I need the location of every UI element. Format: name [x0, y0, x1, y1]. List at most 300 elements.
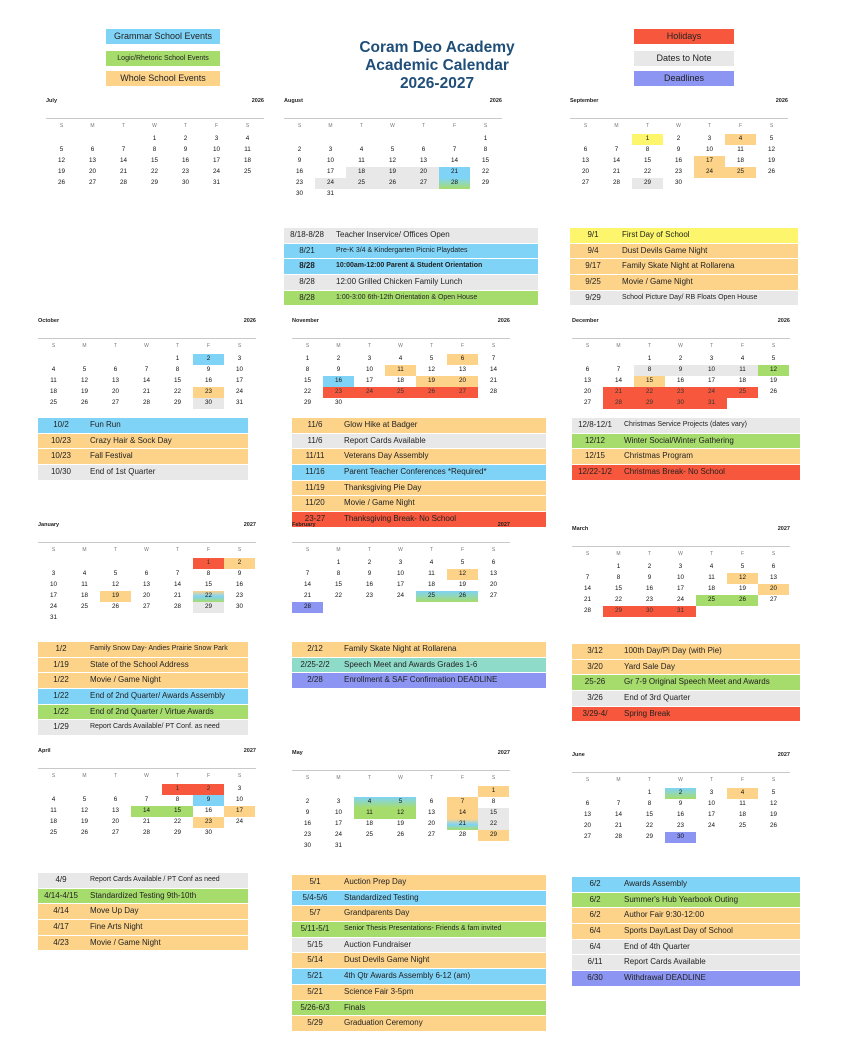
day-cell: 14 — [450, 157, 458, 164]
event-list — [572, 418, 800, 481]
month-year: 2026 — [251, 98, 264, 104]
event-text: Graduation Ceremony — [344, 1018, 423, 1028]
weekday-label: F — [740, 343, 745, 349]
day-cell: 7 — [144, 796, 149, 803]
weekday-label: T — [429, 775, 434, 781]
day-cell: 12 — [80, 807, 88, 814]
day-cell: 18 — [365, 820, 373, 827]
day-cell: 30 — [665, 832, 696, 843]
day-cell: 2 — [647, 563, 652, 570]
month-divider — [292, 770, 510, 771]
day-cell: 11 — [50, 807, 57, 814]
day-cell: 9 — [237, 570, 242, 577]
day-cell: 22 — [643, 168, 651, 175]
day-cell: 23 — [193, 817, 224, 828]
day-cell: 1 — [193, 558, 224, 569]
event-date: 4/23 — [53, 937, 69, 947]
day-cell: 19 — [57, 168, 65, 175]
event-row — [284, 244, 538, 260]
day-cell: 18 — [80, 592, 88, 599]
day-cell: 1 — [647, 355, 652, 362]
day-cell: 3 — [214, 135, 219, 142]
event-date: 1/22 — [53, 691, 69, 701]
event-text: Report Cards Available — [344, 435, 426, 445]
day-cell: 17 — [676, 585, 684, 592]
day-cell: 1 — [632, 134, 663, 145]
day-cell: 2 — [224, 558, 255, 569]
event-text: Teacher Inservice/ Offices Open — [336, 230, 450, 239]
event-text: Standardized Testing 9th-10th — [90, 890, 197, 900]
event-text: Summer's Hub Yearbook Outing — [624, 894, 739, 904]
event-text: Dust Devils Game Night — [344, 955, 430, 965]
event-list — [292, 875, 546, 1032]
month-name: August — [284, 98, 303, 104]
day-cell: 17 — [49, 592, 57, 599]
weekday-label: W — [390, 123, 395, 129]
day-cell: 5 — [769, 135, 774, 142]
day-cell: 26 — [767, 168, 775, 175]
day-cell: 24 — [696, 387, 727, 398]
day-cell: 18 — [736, 157, 744, 164]
event-text: Parent Teacher Conferences *Required* — [344, 467, 487, 477]
day-cell: 25 — [49, 829, 57, 836]
title-years: 2026-2027 — [399, 75, 475, 92]
month-divider — [38, 768, 256, 769]
day-cell: 29 — [603, 606, 634, 617]
event-date: 5/21 — [307, 971, 323, 981]
day-cell: 13 — [583, 811, 591, 818]
day-cell: 11 — [358, 157, 365, 164]
calendar-title — [300, 39, 574, 93]
weekday-label: S — [585, 777, 590, 783]
event-row — [572, 644, 800, 660]
day-cell: 12 — [388, 157, 396, 164]
day-cell: 29 — [645, 833, 653, 840]
weekday-label: F — [738, 123, 743, 129]
day-cell: 19 — [80, 818, 88, 825]
event-text: Report Cards Available / PT Conf as need — [90, 876, 220, 883]
event-date: 10/23 — [50, 435, 72, 445]
day-cell: 22 — [173, 818, 181, 825]
day-cell: 7 — [452, 146, 457, 153]
day-cell: 24 — [694, 167, 725, 178]
month-august — [284, 98, 502, 318]
day-cell: 9 — [183, 146, 188, 153]
title-school: Coram Deo Academy — [359, 39, 515, 56]
day-cell: 16 — [323, 376, 354, 387]
event-date: 5/4-5/6 — [302, 892, 328, 902]
event-text: Author Fair 9:30-12:00 — [624, 910, 705, 920]
legend-holidays: Holidays — [634, 29, 734, 44]
weekday-label: S — [245, 123, 250, 129]
weekday-label: T — [359, 123, 364, 129]
event-text: Movie / Game Night — [90, 675, 161, 685]
day-cell: 18 — [738, 377, 746, 384]
day-cell: 2 — [676, 135, 681, 142]
day-cell: 18 — [346, 167, 377, 178]
weekday-label: W — [398, 547, 403, 553]
weekday-label: S — [483, 123, 488, 129]
month-divider — [292, 542, 510, 543]
day-cell: 20 — [408, 167, 439, 178]
month-year: 2026 — [489, 98, 502, 104]
weekday-header — [284, 123, 502, 131]
day-cell: 1 — [478, 786, 509, 797]
day-cell: 14 — [173, 581, 181, 588]
day-cell: 3 — [336, 798, 341, 805]
day-cell: 1 — [162, 784, 193, 795]
day-cell: 4 — [51, 796, 56, 803]
day-cell: 27 — [88, 179, 96, 186]
month-year: 2026 — [243, 318, 256, 324]
legend-whole-school: Whole School Events — [106, 71, 220, 86]
day-cell: 8 — [305, 366, 310, 373]
month-name: March — [572, 526, 589, 532]
day-cell: 10 — [696, 365, 727, 376]
day-cell: 15 — [162, 806, 193, 817]
day-cell: 27 — [427, 831, 435, 838]
event-text: End of 2nd Quarter / Virtue Awards — [90, 706, 214, 716]
day-cell: 31 — [49, 614, 57, 621]
event-date: 6/30 — [587, 973, 603, 983]
day-cell: 27 — [111, 399, 119, 406]
event-text: Spring Break — [624, 708, 671, 718]
day-cell: 23 — [303, 831, 311, 838]
day-cell: 12 — [727, 573, 758, 584]
day-cell: 20 — [758, 584, 789, 595]
day-cell: 13 — [111, 377, 119, 384]
month-divider — [570, 118, 788, 119]
event-row — [292, 1016, 546, 1032]
weekday-label: S — [769, 123, 774, 129]
day-cell: 29 — [634, 398, 665, 409]
weekday-header — [292, 775, 510, 783]
event-row — [292, 642, 546, 658]
event-date: 12/15 — [584, 451, 606, 461]
month-year: 2027 — [497, 750, 510, 756]
event-row — [38, 920, 248, 936]
day-cell: 15 — [643, 157, 651, 164]
day-cell: 18 — [49, 818, 57, 825]
day-cell: 8 — [634, 365, 665, 376]
day-cell: 13 — [583, 377, 591, 384]
event-row — [38, 642, 248, 658]
event-text: Family Skate Night at Rollarena — [344, 644, 457, 653]
day-cell: 10 — [49, 581, 57, 588]
weekday-label: T — [645, 123, 650, 129]
day-cell: 12 — [80, 377, 88, 384]
day-cell: 31 — [235, 399, 243, 406]
day-cell: 13 — [419, 157, 427, 164]
day-cell: 15 — [645, 811, 653, 818]
day-cell: 20 — [88, 168, 96, 175]
day-cell: 30 — [204, 829, 212, 836]
day-cell: 21 — [303, 592, 311, 599]
event-row — [292, 418, 546, 434]
day-cell: 10 — [365, 366, 373, 373]
event-text: Crazy Hair & Sock Day — [90, 435, 172, 445]
day-cell: 9 — [665, 365, 696, 376]
day-cell: 20 — [583, 822, 591, 829]
day-cell: 2 — [183, 135, 188, 142]
event-row — [38, 873, 248, 889]
event-row — [292, 465, 546, 481]
day-cell: 30 — [303, 842, 311, 849]
event-row — [38, 904, 248, 920]
event-date: 6/2 — [589, 894, 601, 904]
day-cell: 19 — [416, 376, 447, 387]
day-cell: 26 — [377, 178, 408, 189]
weekday-label: S — [59, 123, 64, 129]
event-list — [38, 642, 248, 736]
day-cell: 13 — [111, 807, 119, 814]
day-cell: 3 — [709, 789, 714, 796]
day-cell: 4 — [82, 570, 87, 577]
event-date: 9/17 — [585, 261, 601, 271]
event-row — [292, 922, 546, 938]
day-cell: 17 — [334, 820, 342, 827]
day-cell: 16 — [676, 811, 684, 818]
event-date: 11/6 — [307, 435, 323, 445]
month-year: 2026 — [497, 318, 510, 324]
day-cell: 5 — [771, 355, 776, 362]
weekday-label: F — [460, 547, 465, 553]
day-cell: 8 — [175, 366, 180, 373]
event-row — [572, 877, 800, 893]
day-cell: 8 — [206, 570, 211, 577]
event-list — [572, 644, 800, 722]
event-row — [292, 953, 546, 969]
day-cell: 12 — [758, 365, 789, 376]
day-cell: 6 — [447, 354, 478, 365]
event-text: Speech Meet and Awards Grades 1-6 — [344, 659, 478, 669]
event-text: End of 3rd Quarter — [624, 693, 691, 703]
month-march — [572, 526, 790, 746]
day-cell: 28 — [142, 829, 150, 836]
event-row — [570, 244, 798, 260]
event-text: 10:00am-12:00 Parent & Student Orientation — [336, 262, 483, 270]
month-year: 2026 — [777, 318, 790, 324]
event-text: Report Cards Available — [624, 957, 706, 967]
day-cell: 21 — [612, 168, 620, 175]
day-cell: 6 — [113, 796, 118, 803]
event-date: 8/28 — [299, 277, 315, 287]
day-cell: 29 — [173, 829, 181, 836]
event-date: 11/11 — [305, 451, 325, 461]
day-cell: 26 — [447, 591, 478, 602]
day-cell: 27 — [447, 387, 478, 398]
weekday-label: W — [676, 123, 681, 129]
day-cell: 25 — [385, 387, 416, 398]
day-cell: 19 — [769, 377, 777, 384]
day-cell: 3 — [237, 785, 242, 792]
day-cell: 25 — [738, 822, 746, 829]
day-cell: 18 — [49, 388, 57, 395]
day-cell: 5 — [113, 570, 118, 577]
day-cell: 19 — [767, 157, 775, 164]
day-cell: 20 — [581, 168, 589, 175]
day-cell: 22 — [478, 819, 509, 830]
weekday-label: F — [206, 343, 211, 349]
event-row — [570, 228, 798, 244]
event-row — [38, 705, 248, 721]
weekday-label: S — [585, 551, 590, 557]
event-list — [284, 228, 538, 306]
event-date: 10/30 — [50, 467, 72, 477]
day-cell: 23 — [665, 387, 696, 398]
weekday-label: T — [175, 773, 180, 779]
day-cell: 13 — [427, 809, 435, 816]
day-cell: 19 — [377, 167, 408, 178]
event-date: 1/29 — [53, 722, 69, 732]
day-cell: 21 — [173, 592, 181, 599]
day-cell: 23 — [674, 168, 682, 175]
day-cell: 19 — [80, 388, 88, 395]
weekday-label: T — [709, 551, 714, 557]
day-cell: 26 — [80, 829, 88, 836]
month-november — [292, 318, 510, 538]
weekday-label: T — [709, 777, 714, 783]
weekday-label: T — [183, 123, 188, 129]
day-cell: 9 — [676, 146, 681, 153]
day-cell: 16 — [674, 157, 682, 164]
day-cell: 1 — [483, 135, 488, 142]
day-cell: 7 — [447, 797, 478, 808]
day-cell: 14 — [142, 377, 150, 384]
day-cell: 15 — [481, 157, 489, 164]
day-cell: 15 — [204, 581, 212, 588]
event-date: 25-26 — [584, 677, 606, 687]
legend-deadlines: Deadlines — [634, 71, 734, 86]
day-cell: 29 — [150, 179, 158, 186]
event-list — [572, 877, 800, 987]
day-cell: 24 — [676, 596, 684, 603]
day-cell: 22 — [481, 168, 489, 175]
day-cell: 27 — [583, 399, 591, 406]
weekday-label: S — [771, 343, 776, 349]
event-date: 5/11-5/1 — [300, 924, 330, 934]
event-date: 8/21 — [299, 245, 315, 255]
day-cell: 31 — [665, 606, 696, 617]
weekday-header — [38, 343, 256, 351]
event-text: Movie / Game Night — [90, 937, 161, 947]
day-cell: 29 — [632, 178, 663, 189]
weekday-label: F — [452, 123, 457, 129]
weekday-label: W — [144, 773, 149, 779]
event-date: 11/19 — [305, 482, 325, 492]
month-year: 2027 — [777, 752, 790, 758]
event-text: Family Snow Day- Andies Prairie Snow Park — [90, 645, 228, 652]
day-cell: 6 — [429, 798, 434, 805]
event-row — [292, 449, 546, 465]
day-cell: 15 — [303, 377, 311, 384]
event-row — [292, 434, 546, 450]
day-cell: 9 — [336, 366, 341, 373]
day-cell: 7 — [144, 366, 149, 373]
event-row — [38, 889, 248, 905]
day-cell: 14 — [614, 811, 622, 818]
day-cell: 14 — [131, 806, 162, 817]
day-cell: 13 — [581, 157, 589, 164]
weekday-label: T — [707, 123, 712, 129]
day-cell: 25 — [243, 168, 251, 175]
event-row — [292, 673, 546, 689]
month-divider — [572, 546, 790, 547]
day-cell: 10 — [235, 366, 243, 373]
event-date: 3/12 — [587, 646, 603, 655]
day-cell: 9 — [305, 809, 310, 816]
day-cell: 16 — [365, 581, 373, 588]
day-cell: 7 — [305, 570, 310, 577]
day-cell: 24 — [354, 387, 385, 398]
day-cell: 4 — [245, 135, 250, 142]
day-cell: 21 — [119, 168, 127, 175]
weekday-label: T — [121, 123, 126, 129]
event-row — [38, 689, 248, 705]
day-cell: 18 — [243, 157, 251, 164]
weekday-label: M — [336, 343, 341, 349]
day-cell: 21 — [142, 818, 150, 825]
event-text: Fine Arts Night — [90, 922, 143, 932]
event-text: First Day of School — [622, 230, 690, 239]
event-text: Enrollment & SAF Confirmation DEADLINE — [344, 675, 498, 685]
weekday-label: S — [237, 343, 242, 349]
event-row — [572, 691, 800, 707]
day-cell: 27 — [408, 178, 439, 189]
day-cell: 11 — [739, 800, 746, 807]
day-cell: 30 — [634, 606, 665, 617]
weekday-label: F — [740, 551, 745, 557]
day-cell: 16 — [204, 807, 212, 814]
day-cell: 19 — [396, 820, 404, 827]
event-date: 8/28 — [299, 292, 315, 302]
event-text: Move Up Day — [90, 906, 139, 916]
day-cell: 28 — [439, 178, 470, 189]
day-cell: 5 — [385, 797, 416, 808]
day-cell: 6 — [90, 146, 95, 153]
event-text: Pre-K 3/4 & Kindergarten Picnic Playdates — [336, 246, 468, 254]
day-cell: 28 — [292, 602, 323, 613]
day-cell: 27 — [489, 592, 497, 599]
month-divider — [292, 338, 510, 339]
weekday-label: F — [460, 343, 465, 349]
weekday-label: W — [152, 123, 157, 129]
day-cell: 17 — [707, 377, 715, 384]
month-december — [572, 318, 790, 538]
weekday-label: W — [398, 775, 403, 781]
event-text: State of the School Address — [90, 659, 189, 669]
month-name: May — [292, 750, 303, 756]
day-cell: 6 — [583, 146, 588, 153]
weekday-label: W — [144, 343, 149, 349]
day-cell: 30 — [674, 179, 682, 186]
event-text: Auction Prep Day — [344, 877, 407, 886]
day-cell: 8 — [616, 574, 621, 581]
weekday-label: W — [678, 551, 683, 557]
day-cell: 9 — [297, 157, 302, 164]
weekday-label: S — [771, 551, 776, 557]
event-date: 5/29 — [307, 1018, 323, 1028]
month-name: February — [292, 522, 316, 528]
month-divider — [572, 338, 790, 339]
day-cell: 21 — [489, 377, 497, 384]
day-cell: 26 — [769, 388, 777, 395]
day-cell: 4 — [429, 559, 434, 566]
event-date: 8/18-8/28 — [290, 230, 324, 239]
event-text: Movie / Game Night — [344, 498, 415, 508]
event-list — [38, 873, 248, 951]
day-cell: 30 — [181, 179, 189, 186]
